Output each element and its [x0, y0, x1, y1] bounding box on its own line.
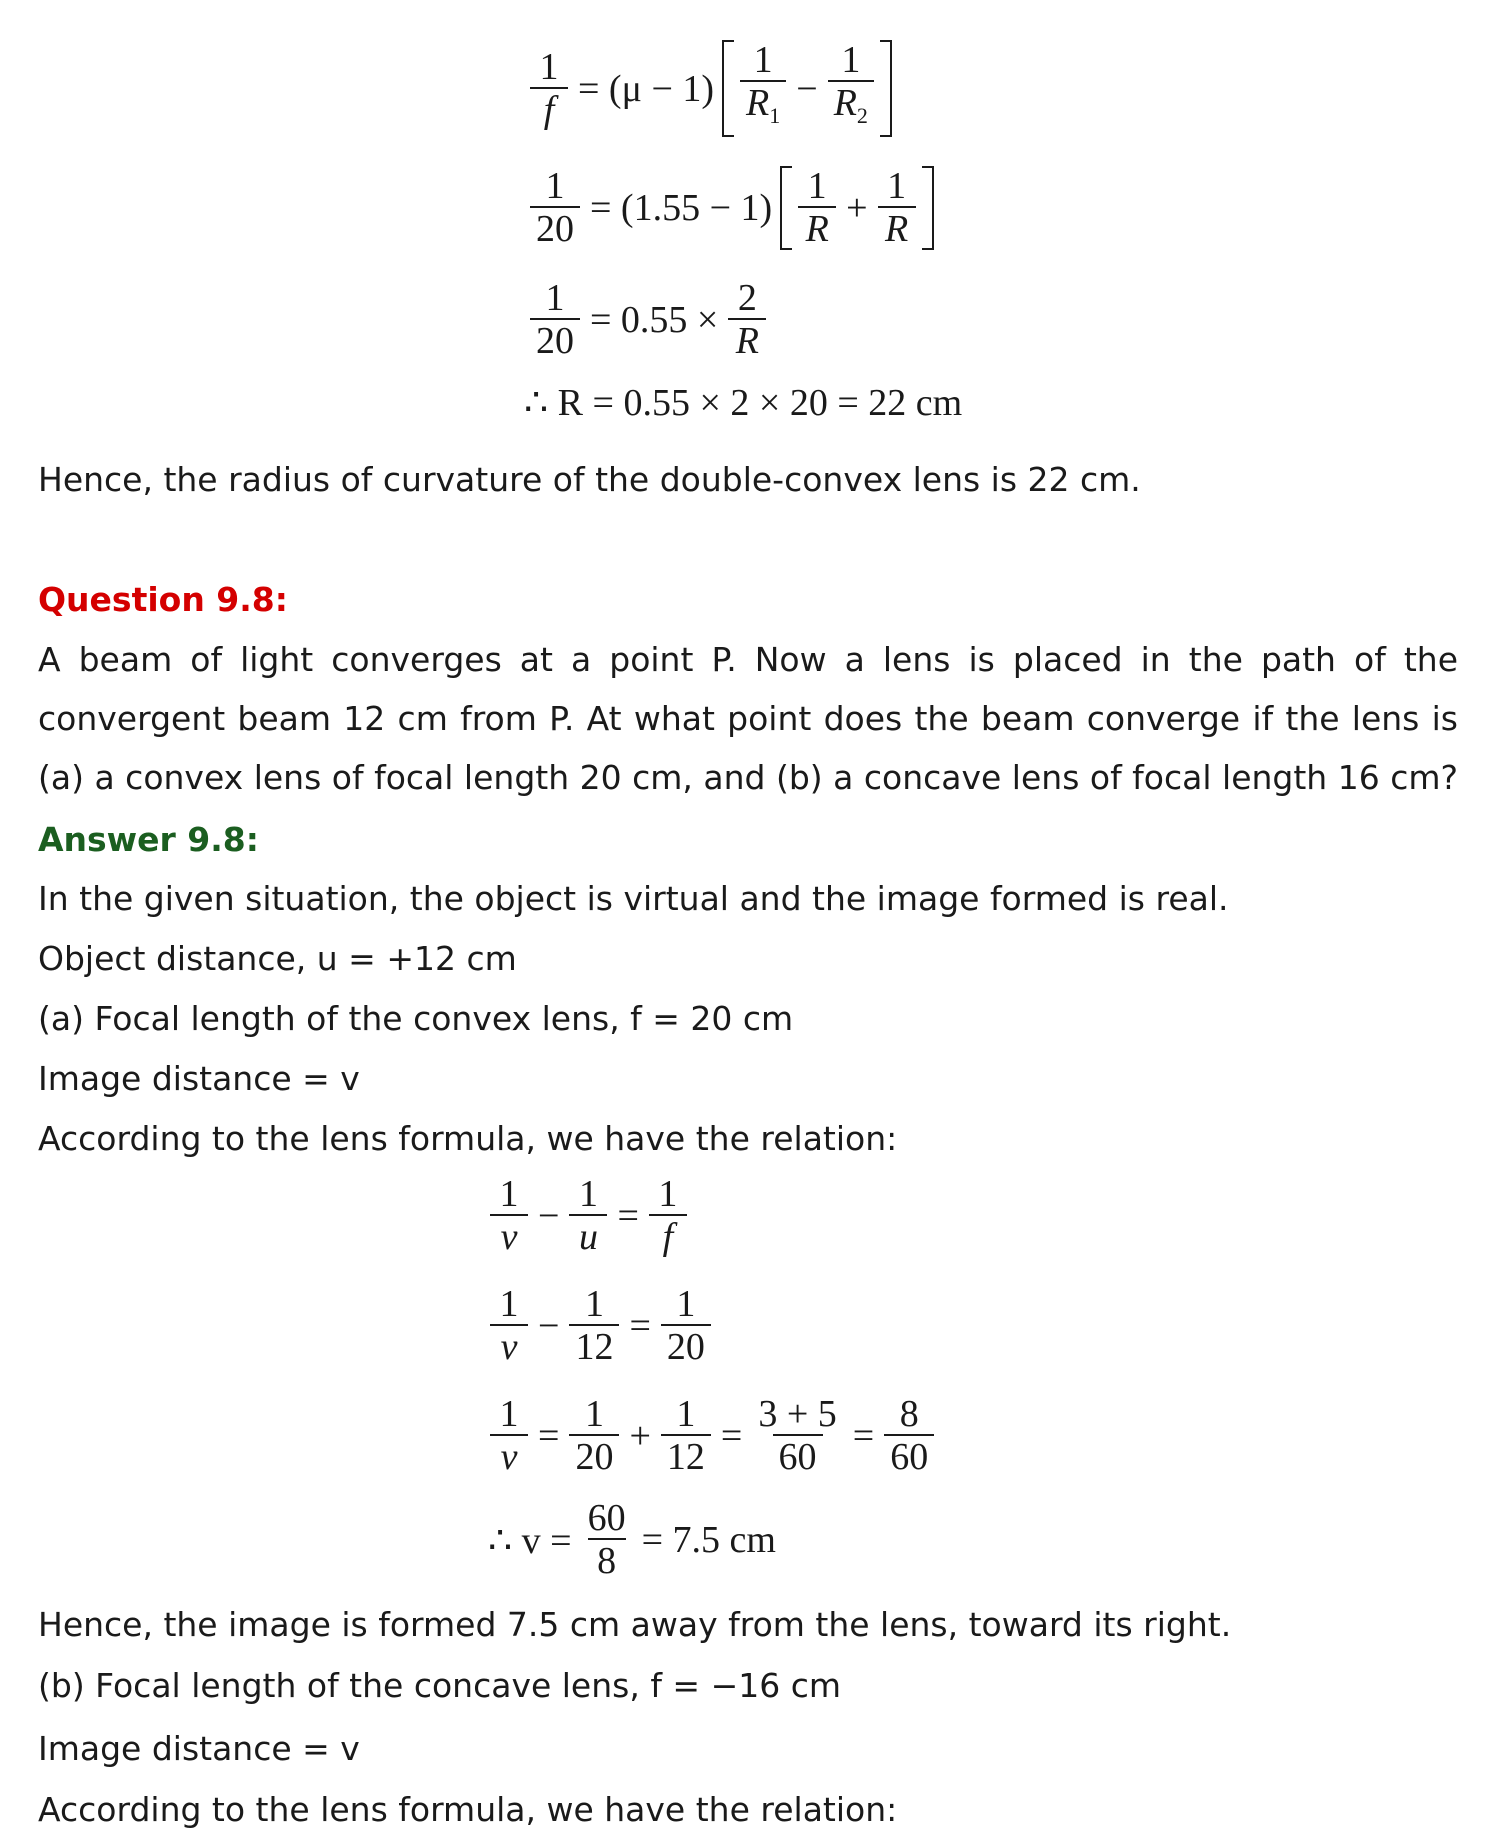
answer-line: Image distance = v	[38, 1059, 360, 1098]
fraction: $\frac{2}{R}$	[728, 278, 766, 362]
question-line-3: (a) a convex lens of focal length 20 cm, and (b) a concave lens of focal length 16 cm?	[38, 758, 1458, 797]
fraction: $\frac{1}{R}$	[798, 166, 836, 250]
fraction: $\frac{1}{u}$	[569, 1174, 607, 1258]
answer-heading: Answer 9.8:	[38, 820, 259, 859]
fraction: $\frac{60}{8}$	[587, 1497, 626, 1582]
conclusion-part-a: Hence, the image is formed 7.5 cm away from the lens, toward its right.	[38, 1605, 1232, 1644]
fraction: $\frac{1}{20}$	[661, 1284, 711, 1368]
fraction: $\frac{3 + 5}{60}$	[758, 1393, 837, 1478]
fraction: $\frac{1}{f}$	[649, 1174, 687, 1258]
bracket-group: $\frac{1}{R_1}$ − $\frac{1}{R_2}$	[722, 40, 892, 137]
fraction: $\frac{1}{v}$	[490, 1174, 528, 1258]
answer-line: (a) Focal length of the convex lens, f = 20 cm	[38, 999, 794, 1038]
fraction: $\frac{1}{v}$	[490, 1284, 528, 1368]
part-b-line: Image distance = v	[38, 1729, 360, 1768]
equation-substitution: $\frac{1}{20}$ = (1.55 − 1) $\frac{1}{R}$ + $\frac{1}{R}$	[524, 166, 934, 250]
equation-simplified: $\frac{1}{20}$ = 0.55 × $\frac{2}{R}$	[524, 278, 772, 362]
question-line-1: A beam of light converges at a point P. Now a lens is placed in the path of the	[38, 640, 1458, 679]
answer-line: In the given situation, the object is virtual and the image formed is real.	[38, 879, 1229, 918]
part-b-line: (b) Focal length of the concave lens, f = −16 cm	[38, 1666, 841, 1705]
bracket-group: $\frac{1}{R}$ + $\frac{1}{R}$	[780, 166, 933, 250]
fraction: $\frac{1}{12}$	[569, 1284, 619, 1368]
fraction: $\frac{1}{20}$	[530, 166, 580, 250]
equation-image-distance: ∴ v = $\frac{60}{8}$ = 7.5 cm	[488, 1497, 776, 1582]
fraction: $\frac{1}{R_2}$	[828, 40, 874, 137]
fraction: $\frac{1}{R_1}$	[740, 40, 786, 137]
equation-lens-substitution: $\frac{1}{v}$ − $\frac{1}{12}$ = $\frac{1}{20}$	[484, 1284, 717, 1368]
answer-line: Object distance, u = +12 cm	[38, 939, 517, 978]
equation-result: ∴ R = 0.55 × 2 × 20 = 22 cm	[524, 382, 963, 424]
fraction: $\frac{1}{v}$	[490, 1394, 528, 1478]
equation-lens-solve: $\frac{1}{v}$ = $\frac{1}{20}$ + $\frac{1}{12}$ = $\frac{3 + 5}{60}$ = $\frac{8}{60}$	[484, 1394, 940, 1478]
fraction: $\frac{1}{R}$	[878, 166, 916, 250]
fraction: $\frac{8}{60}$	[884, 1394, 934, 1478]
fraction: $\frac{1}{12}$	[661, 1394, 711, 1478]
equation-lensmaker: $\frac{1}{f}$ = (μ − 1) $\frac{1}{R_1}$ − $\frac{1}{R_2}$	[524, 40, 892, 137]
question-line-2: convergent beam 12 cm from P. At what point does the beam converge if the lens is	[38, 699, 1458, 738]
question-heading: Question 9.8:	[38, 580, 288, 619]
conclusion-radius: Hence, the radius of curvature of the double-convex lens is 22 cm.	[38, 460, 1141, 499]
equation-lens-formula: $\frac{1}{v}$ − $\frac{1}{u}$ = $\frac{1}{f}$	[484, 1174, 693, 1258]
part-b-line: According to the lens formula, we have the relation:	[38, 1790, 898, 1829]
answer-line: According to the lens formula, we have the relation:	[38, 1119, 898, 1158]
fraction: $\frac{1}{20}$	[569, 1394, 619, 1478]
fraction: $\frac{1}{f}$	[530, 47, 568, 131]
fraction: $\frac{1}{20}$	[530, 278, 580, 362]
